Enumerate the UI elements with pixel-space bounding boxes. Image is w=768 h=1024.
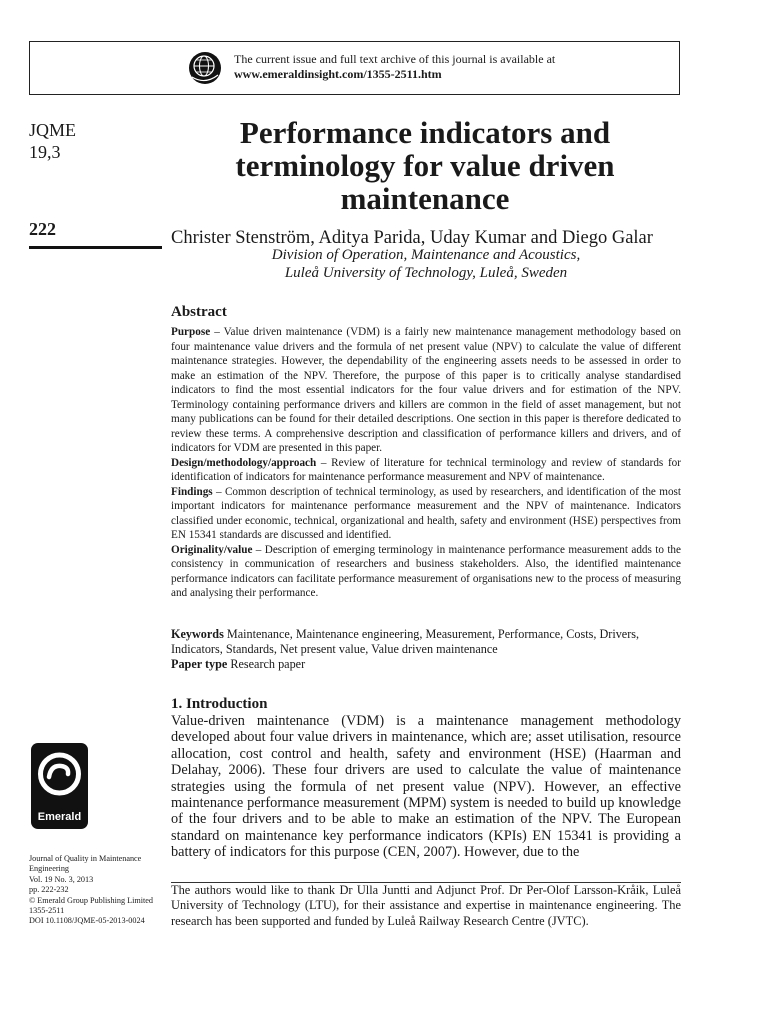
- globe-icon: [188, 51, 222, 85]
- abstract-section-design: [171, 456, 681, 485]
- paper-type: [171, 657, 681, 672]
- affiliation-line-2: Luleå University of Technology, Luleå, Sweden: [284, 265, 568, 281]
- section-label: Originality/value: [171, 543, 253, 556]
- pubinfo-line: Engineering: [29, 864, 70, 874]
- section-label: Purpose: [171, 326, 211, 338]
- abstract-section-originality: [171, 543, 681, 601]
- article-authors: Christer Stenström, Aditya Parida, Uday Kumar and Diego Galar: [171, 228, 653, 248]
- section-text: – Common description of technical terminology, as used by researchers, and identification of the most important indicators for maintenance performance measurement and the NPV of maintenance. Indicators classified under economic, technical, organizational and health, safety and environment (HSE) perspectives from EN 15341 standards are discussed and identified.: [171, 485, 681, 541]
- paper-type-text: Research paper: [227, 657, 306, 671]
- page-number: 222: [29, 219, 56, 239]
- section-label: Findings: [171, 485, 213, 498]
- pubinfo-line: DOI 10.1108/JQME-05-2013-0024: [29, 916, 145, 926]
- introduction-heading: 1. Introduction: [171, 696, 268, 712]
- banner-text: The current issue and full text archive of this journal is available at: [234, 52, 556, 66]
- pubinfo-line: Journal of Quality in Maintenance: [29, 854, 142, 863]
- publication-info: [29, 854, 169, 927]
- journal-abbrev-text: JQME: [29, 120, 77, 140]
- paper-type-label: Paper type: [171, 657, 228, 671]
- section-text: – Value driven maintenance (VDM) is a fairly new maintenance management methodology based on four maintenance value drivers and the formula of net present value (NPV) to calculate the value of different maintenance strategies. However, the dependability of the engineering assets needs to be assessed in order to make an estimation of the NPV. Therefore, the purpose of this paper is to critically analyse standardised indicators to find the most essential indicators for the four value drivers and for estimation of the NPV. Terminology containing performance drivers and killers are common in the field of asset management, but not many publications can be found for their detailed descriptions. One section in this paper is therefore dedicated to review these terms. A comprehensive description and classification of performance killers and drivers, and of indicators for VDM are presented in this paper.: [171, 326, 681, 454]
- keywords-label: Keywords: [171, 627, 224, 641]
- introduction-body: Value-driven maintenance (VDM) is a maintenance management methodology developed about four value drivers in maintenance, which are; asset utilisation, resource allocation, cost control and health, safety and environment (HSE) (Haarman and Delahay, 2006). These four drivers are used to calculate the value of maintenance strategies using the formula of net present value (NPV). However, an effective maintenance performance measurement (MPM) system is needed to build up knowledge of the four drivers and to be able to make an estimation of the NPV. The European standard on maintenance key performance indicators (KPIs) EN 15341 is providing a battery of indicators for this purpose (CEN, 2007). However, due to the: [171, 713, 681, 861]
- acknowledgement-footnote: The authors would like to thank Dr Ulla Juntti and Adjunct Prof. Dr Per-Olof Larsson-Kråik, Luleå University of Technology (LTU), for their assistance and expertise in maintenance engineering. The research has been supported and funded by Luleå Railway Research Centre (JVTC).: [171, 883, 681, 928]
- journal-access-banner: [29, 41, 680, 95]
- abstract-section-findings: [171, 485, 681, 543]
- section-text: – Review of literature for technical terminology and review of standards for identification of indicators for maintenance performance measurement and NPV of maintenance.: [171, 456, 681, 483]
- pubinfo-line: Vol. 19 No. 3, 2013: [29, 874, 94, 884]
- affiliation-line-1: Division of Operation, Maintenance and Acoustics,: [271, 247, 581, 263]
- section-text: – Description of emerging terminology in maintenance performance measurement adds to the consistency in communication of researchers and business stakeholders. Also, the identified maintenance performance indicators can facilitate performance measurement of organisations new to the process of measuring and analysing their performance.: [171, 543, 681, 599]
- pubinfo-line: pp. 222-232: [29, 885, 69, 895]
- article-title: Performance indicators and terminology for value driven maintenance: [235, 115, 615, 216]
- abstract-section-purpose: [171, 325, 681, 456]
- abstract-heading: Abstract: [171, 304, 227, 320]
- author-affiliation: [171, 246, 681, 282]
- volume-issue: 19,3: [29, 142, 61, 162]
- logo-wordmark: Emerald: [37, 811, 82, 823]
- page-number-rule: [29, 246, 162, 249]
- journal-url-link[interactable]: www.emeraldinsight.com/1355-2511.htm: [234, 67, 442, 81]
- pubinfo-line: 1355-2511: [29, 906, 65, 916]
- journal-abbreviation: [29, 119, 76, 163]
- emerald-logo-icon: [31, 743, 88, 829]
- keywords-text: Maintenance, Maintenance engineering, Measurement, Performance, Costs, Drivers, Indicators, Standards, Net present value, Value driven maintenance: [171, 627, 640, 656]
- section-label: Design/methodology/approach: [171, 456, 317, 469]
- emerald-swirl-icon: [31, 743, 88, 805]
- keywords: [171, 627, 681, 657]
- abstract-body: [171, 325, 681, 601]
- pubinfo-line: © Emerald Group Publishing Limited: [29, 895, 154, 905]
